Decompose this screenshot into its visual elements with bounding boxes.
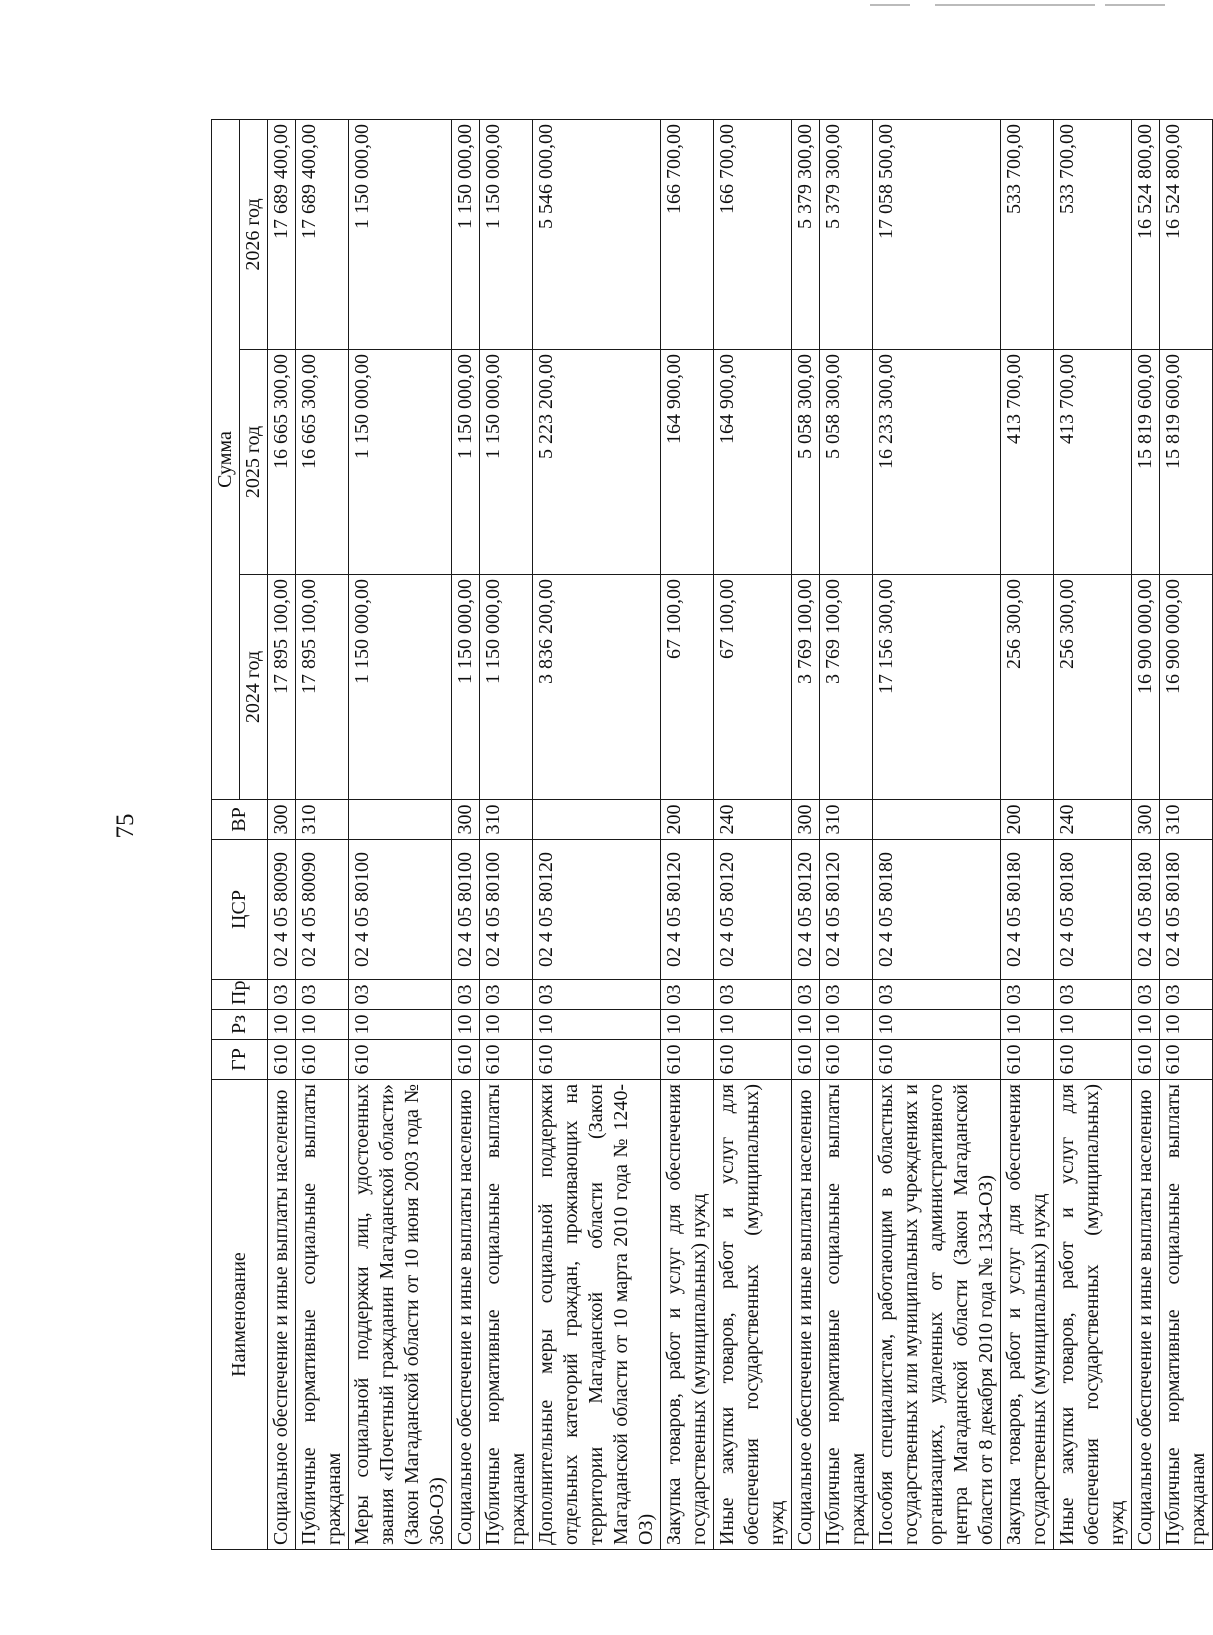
scan-artifact (870, 4, 910, 6)
cell-pr: 03 (1132, 980, 1160, 1010)
budget-table (211, 119, 1213, 1550)
cell-2025: 1 150 000,00 (349, 350, 452, 575)
cell-pr: 03 (296, 980, 349, 1010)
cell-vr: 300 (268, 800, 296, 840)
page-number: 75 (112, 813, 139, 839)
cell-2025: 16 665 300,00 (268, 350, 296, 575)
cell-2024: 1 150 000,00 (452, 575, 480, 800)
cell-vr: 200 (1001, 800, 1054, 840)
cell-rz: 10 (792, 1010, 820, 1040)
cell-csr: 02 4 05 80090 (268, 840, 296, 980)
cell-gr: 610 (1001, 1040, 1054, 1080)
cell-gr: 610 (349, 1040, 452, 1080)
cell-2025: 16 233 300,00 (873, 350, 1001, 575)
cell-pr: 03 (1054, 980, 1132, 1010)
cell-2026: 1 150 000,00 (480, 119, 533, 349)
table-row (452, 119, 480, 1549)
cell-vr: 300 (452, 800, 480, 840)
cell-rz: 10 (349, 1010, 452, 1040)
header-2025: 2025 год (240, 350, 268, 575)
cell-vr: 300 (1132, 800, 1160, 840)
cell-gr: 610 (480, 1040, 533, 1080)
cell-2024: 3 769 100,00 (820, 575, 873, 800)
cell-rz: 10 (452, 1010, 480, 1040)
cell-gr: 610 (873, 1040, 1001, 1080)
cell-csr: 02 4 05 80120 (533, 840, 661, 980)
cell-csr: 02 4 05 80180 (1132, 840, 1160, 980)
cell-2025: 164 900,00 (714, 350, 792, 575)
cell-name: Закупка товаров, работ и услуг для обеспечения государственных (муниципальных) нужд (1001, 1080, 1054, 1550)
cell-2026: 166 700,00 (661, 119, 714, 349)
cell-rz: 10 (1001, 1010, 1054, 1040)
cell-pr: 03 (661, 980, 714, 1010)
cell-vr: 300 (792, 800, 820, 840)
cell-rz: 10 (480, 1010, 533, 1040)
cell-pr: 03 (452, 980, 480, 1010)
cell-pr: 03 (480, 980, 533, 1010)
cell-pr: 03 (820, 980, 873, 1010)
table-row (1132, 119, 1160, 1549)
rotated-table-container (211, 120, 1209, 1550)
cell-rz: 10 (1132, 1010, 1160, 1040)
cell-csr: 02 4 05 80180 (873, 840, 1001, 980)
cell-csr: 02 4 05 80100 (452, 840, 480, 980)
cell-vr: 240 (1054, 800, 1132, 840)
cell-name: Социальное обеспечение и иные выплаты населению (1132, 1080, 1160, 1550)
table-row (296, 119, 349, 1549)
cell-name: Публичные нормативные социальные выплаты гражданам (480, 1080, 533, 1550)
cell-2024: 256 300,00 (1054, 575, 1132, 800)
cell-pr: 03 (1001, 980, 1054, 1010)
cell-csr: 02 4 05 80100 (480, 840, 533, 980)
cell-gr: 610 (296, 1040, 349, 1080)
table-row (480, 119, 533, 1549)
table-row (349, 119, 452, 1549)
cell-2025: 1 150 000,00 (480, 350, 533, 575)
cell-gr: 610 (1132, 1040, 1160, 1080)
cell-vr: 310 (820, 800, 873, 840)
header-2026: 2026 год (240, 119, 268, 349)
cell-gr: 610 (268, 1040, 296, 1080)
cell-rz: 10 (296, 1010, 349, 1040)
cell-2025: 5 058 300,00 (792, 350, 820, 575)
cell-gr: 610 (533, 1040, 661, 1080)
cell-csr: 02 4 05 80120 (661, 840, 714, 980)
cell-2025: 5 223 200,00 (533, 350, 661, 575)
cell-2024: 1 150 000,00 (480, 575, 533, 800)
header-name: Наименование (212, 1080, 268, 1550)
cell-name: Социальное обеспечение и иные выплаты населению (452, 1080, 480, 1550)
cell-name: Иные закупки товаров, работ и услуг для обеспечения государственных (муниципальных) нужд (714, 1080, 792, 1550)
cell-gr: 610 (792, 1040, 820, 1080)
cell-2026: 16 524 800,00 (1160, 119, 1213, 349)
cell-gr: 610 (452, 1040, 480, 1080)
cell-2024: 3 769 100,00 (792, 575, 820, 800)
cell-csr: 02 4 05 80090 (296, 840, 349, 980)
cell-name: Публичные нормативные социальные выплаты гражданам (296, 1080, 349, 1550)
cell-2026: 533 700,00 (1001, 119, 1054, 349)
cell-2025: 15 819 600,00 (1132, 350, 1160, 575)
cell-2025: 16 665 300,00 (296, 350, 349, 575)
cell-rz: 10 (820, 1010, 873, 1040)
cell-2026: 16 524 800,00 (1132, 119, 1160, 349)
cell-csr: 02 4 05 80100 (349, 840, 452, 980)
cell-2026: 533 700,00 (1054, 119, 1132, 349)
cell-name: Дополнительные меры социальной поддержки отдельных категорий граждан, проживающих на территории Магаданской области (Закон Магаданской области от 10 марта 2010 года № 1240-ОЗ) (533, 1080, 661, 1550)
scan-artifact (1105, 4, 1165, 6)
cell-name: Пособия специалистам, работающим в областных государственных или муниципальных учреждениях и организациях, удаленных от административного центра Магаданской области (Закон Магаданской области от 8 декабря 2010 года № 1334-ОЗ) (873, 1080, 1001, 1550)
cell-rz: 10 (714, 1010, 792, 1040)
cell-gr: 610 (820, 1040, 873, 1080)
cell-2026: 17 689 400,00 (268, 119, 296, 349)
table-row (820, 119, 873, 1549)
cell-vr (873, 800, 1001, 840)
cell-2025: 413 700,00 (1054, 350, 1132, 575)
table-header-row (212, 119, 240, 1549)
cell-pr: 03 (533, 980, 661, 1010)
cell-rz: 10 (873, 1010, 1001, 1040)
cell-2024: 67 100,00 (714, 575, 792, 800)
scan-artifact (935, 4, 1095, 6)
header-sum: Сумма (212, 119, 240, 799)
cell-2024: 17 156 300,00 (873, 575, 1001, 800)
cell-name: Публичные нормативные социальные выплаты гражданам (1160, 1080, 1213, 1550)
cell-csr: 02 4 05 80180 (1054, 840, 1132, 980)
cell-2024: 17 895 100,00 (268, 575, 296, 800)
cell-pr: 03 (1160, 980, 1213, 1010)
cell-vr: 240 (714, 800, 792, 840)
cell-2024: 17 895 100,00 (296, 575, 349, 800)
header-gr: ГР (212, 1040, 268, 1080)
cell-name: Иные закупки товаров, работ и услуг для обеспечения государственных (муниципальных) нужд (1054, 1080, 1132, 1550)
cell-2026: 166 700,00 (714, 119, 792, 349)
cell-gr: 610 (714, 1040, 792, 1080)
cell-2026: 5 379 300,00 (820, 119, 873, 349)
cell-2024: 3 836 200,00 (533, 575, 661, 800)
table-row (268, 119, 296, 1549)
cell-pr: 03 (349, 980, 452, 1010)
cell-name: Публичные нормативные социальные выплаты гражданам (820, 1080, 873, 1550)
cell-vr (349, 800, 452, 840)
table-row (1160, 119, 1213, 1549)
cell-2024: 67 100,00 (661, 575, 714, 800)
cell-pr: 03 (873, 980, 1001, 1010)
cell-vr: 310 (296, 800, 349, 840)
table-row (873, 119, 1001, 1549)
cell-2025: 164 900,00 (661, 350, 714, 575)
cell-2025: 413 700,00 (1001, 350, 1054, 575)
cell-2026: 17 689 400,00 (296, 119, 349, 349)
cell-name: Меры социальной поддержки лиц, удостоенных звания «Почетный гражданин Магаданской области» (Закон Магаданской области от 10 июня 2003 года № 360-ОЗ) (349, 1080, 452, 1550)
cell-rz: 10 (268, 1010, 296, 1040)
cell-csr: 02 4 05 80120 (714, 840, 792, 980)
cell-vr: 310 (480, 800, 533, 840)
cell-2024: 1 150 000,00 (349, 575, 452, 800)
cell-rz: 10 (533, 1010, 661, 1040)
table-row (1001, 119, 1054, 1549)
cell-csr: 02 4 05 80120 (792, 840, 820, 980)
header-vr: ВР (212, 800, 268, 840)
cell-rz: 10 (661, 1010, 714, 1040)
table-body (268, 119, 1213, 1549)
cell-2025: 15 819 600,00 (1160, 350, 1213, 575)
header-pr: Пр (212, 980, 268, 1010)
cell-rz: 10 (1054, 1010, 1132, 1040)
header-rz: Рз (212, 1010, 268, 1040)
header-csr: ЦСР (212, 840, 268, 980)
cell-2025: 5 058 300,00 (820, 350, 873, 575)
cell-rz: 10 (1160, 1010, 1213, 1040)
cell-2025: 1 150 000,00 (452, 350, 480, 575)
cell-2024: 16 900 000,00 (1160, 575, 1213, 800)
cell-gr: 610 (661, 1040, 714, 1080)
cell-csr: 02 4 05 80180 (1001, 840, 1054, 980)
cell-2026: 5 379 300,00 (792, 119, 820, 349)
cell-2024: 16 900 000,00 (1132, 575, 1160, 800)
table-row (1054, 119, 1132, 1549)
table-row (533, 119, 661, 1549)
cell-name: Социальное обеспечение и иные выплаты населению (268, 1080, 296, 1550)
cell-vr: 200 (661, 800, 714, 840)
cell-2026: 5 546 000,00 (533, 119, 661, 349)
cell-2024: 256 300,00 (1001, 575, 1054, 800)
cell-vr (533, 800, 661, 840)
cell-csr: 02 4 05 80120 (820, 840, 873, 980)
cell-2026: 1 150 000,00 (452, 119, 480, 349)
cell-pr: 03 (714, 980, 792, 1010)
cell-pr: 03 (792, 980, 820, 1010)
cell-2026: 1 150 000,00 (349, 119, 452, 349)
header-2024: 2024 год (240, 575, 268, 800)
cell-name: Закупка товаров, работ и услуг для обеспечения государственных (муниципальных) нужд (661, 1080, 714, 1550)
cell-csr: 02 4 05 80180 (1160, 840, 1213, 980)
cell-vr: 310 (1160, 800, 1213, 840)
cell-gr: 610 (1160, 1040, 1213, 1080)
table-row (792, 119, 820, 1549)
cell-2026: 17 058 500,00 (873, 119, 1001, 349)
table-row (714, 119, 792, 1549)
table-row (661, 119, 714, 1549)
cell-name: Социальное обеспечение и иные выплаты населению (792, 1080, 820, 1550)
cell-gr: 610 (1054, 1040, 1132, 1080)
cell-pr: 03 (268, 980, 296, 1010)
